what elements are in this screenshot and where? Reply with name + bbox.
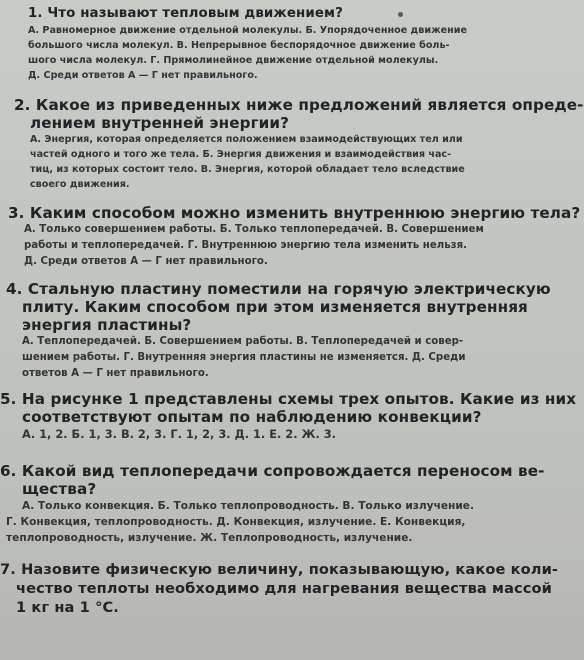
question-1 — [0, 6, 500, 83]
answer-line: Д. Среди ответов А — Г нет правильного. — [28, 70, 258, 81]
question-title — [0, 204, 581, 222]
question-3 — [0, 204, 581, 270]
answer-options — [0, 426, 500, 442]
title-line: 7. Назовите физическую величину, показывающую, какое коли- — [0, 561, 559, 578]
answer-options — [0, 222, 500, 270]
answer-line: частей одного и того же тела. Б. Энергия движения и взаимодействия час- — [30, 149, 452, 160]
question-title — [0, 6, 500, 22]
question-2 — [0, 96, 584, 192]
title-line: плиту. Каким способом при этом изменяется внутренняя — [22, 298, 528, 316]
answer-line: работы и теплопередачей. Г. Внутреннюю энергию тела изменить нельзя. — [24, 240, 467, 251]
answer-line: Д. Среди ответов А — Г нет правильного. — [24, 256, 268, 267]
answer-line: ответов А — Г нет правильного. — [22, 368, 209, 379]
answer-line: своего движения. — [30, 179, 130, 190]
question-title — [0, 462, 545, 498]
answer-line: Г. Конвекция, теплопроводность. Д. Конвекция, излучение. Е. Конвекция, — [6, 516, 466, 528]
answer-line: А. Энергия, которая определяется положением взаимодействующих тел или — [30, 134, 463, 145]
title-line: 6. Какой вид теплопередачи сопровождается переносом ве- — [0, 462, 545, 480]
answer-line: А. 1, 2. Б. 1, 3. В. 2, 3. Г. 1, 2, 3. Д. 1. Е. 2. Ж. 3. — [22, 427, 337, 441]
question-title — [0, 96, 584, 132]
answer-line: большого числа молекул. В. Непрерывное беспорядочное движение боль- — [28, 40, 450, 51]
title-line: 2. Какое из приведенных ниже предложений является опреде- — [14, 96, 584, 114]
question-title — [0, 390, 577, 426]
question-6 — [0, 462, 545, 546]
answer-options — [0, 334, 500, 382]
title-line: соответствуют опытам по наблюдению конвекции? — [22, 408, 482, 426]
question-5 — [0, 390, 577, 442]
question-4 — [0, 280, 551, 382]
title-line: 3. Каким способом можно изменить внутреннюю энергию тела? — [8, 204, 581, 222]
answer-line: А. Равномерное движение отдельной молекулы. Б. Упорядоченное движение — [28, 25, 467, 36]
question-title — [0, 280, 551, 334]
title-line: 1. Что называют тепловым движением? — [28, 6, 343, 21]
title-line: энергия пластины? — [22, 316, 192, 334]
title-line: 4. Стальную пластину поместили на горячую электрическую — [6, 280, 551, 298]
answer-options — [0, 132, 500, 192]
answer-line: А. Только конвекция. Б. Только теплопроводность. В. Только излучение. — [22, 500, 474, 512]
answer-line: А. Теплопередачей. Б. Совершением работы. В. Теплопередачей и совер- — [22, 336, 464, 347]
answer-options — [0, 498, 500, 546]
title-line: 1 кг на 1 °С. — [16, 599, 119, 616]
answer-line: А. Только совершением работы. Б. Только теплопередачей. В. Совершением — [24, 224, 484, 235]
question-title — [0, 560, 559, 617]
question-7 — [0, 560, 559, 617]
answer-line: теплопроводность, излучение. Ж. Теплопроводность, излучение. — [6, 532, 413, 544]
title-line: лением внутренней энергии? — [30, 114, 290, 132]
answer-line: шением работы. Г. Внутренняя энергия пластины не изменяется. Д. Среди — [22, 352, 466, 363]
answer-options — [0, 22, 500, 83]
title-line: 5. На рисунке 1 представлены схемы трех опытов. Какие из них — [0, 390, 577, 408]
title-line: чество теплоты необходимо для нагревания вещества массой — [16, 580, 552, 597]
answer-line: шого числа молекул. Г. Прямолинейное движение отдельной молекулы. — [28, 55, 439, 66]
title-line: щества? — [22, 480, 97, 498]
answer-line: тиц, из которых состоит тело. В. Энергия, которой обладает тело вследствие — [30, 164, 465, 175]
